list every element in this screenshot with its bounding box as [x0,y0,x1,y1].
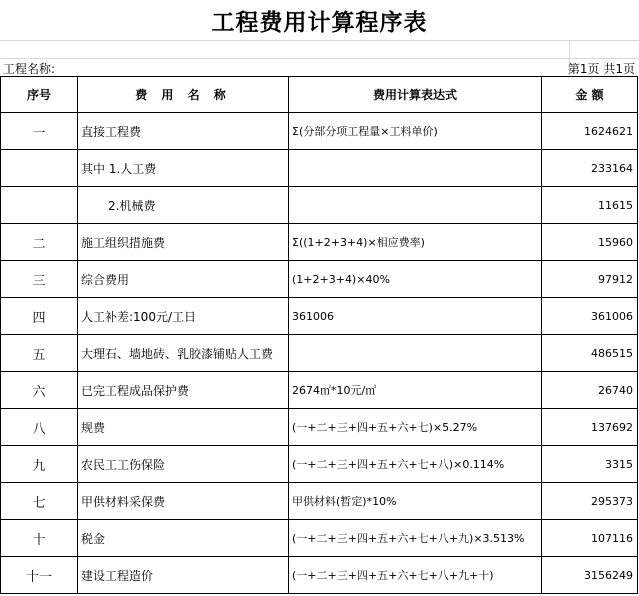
cost-table [0,76,638,594]
row-expr: 甲供材料(暂定)*10% [289,483,542,520]
row-amount: 295373 [542,483,638,520]
row-no: 五 [1,335,78,372]
row-expr: 361006 [289,298,542,335]
row-expr [289,335,542,372]
header-name: 费 用 名 称 [78,77,289,113]
row-expr: (一+二+三+四+五+六+七)×5.27% [289,409,542,446]
row-no: 十一 [1,557,78,594]
row-amount: 137692 [542,409,638,446]
header-row [1,77,638,113]
table-row [1,113,638,150]
row-no [1,150,78,187]
row-amount: 97912 [542,261,638,298]
row-amount: 233164 [542,150,638,187]
row-amount: 26740 [542,372,638,409]
row-no: 二 [1,224,78,261]
grid-line [0,58,639,59]
grid-line [0,40,639,41]
page-info: 第1页 共1页 [567,62,635,76]
row-name: 已完工程成品保护费 [78,372,289,409]
row-expr: (一+二+三+四+五+六+七+八+九)×3.513% [289,520,542,557]
table-row [1,150,638,187]
row-name: 直接工程费 [78,113,289,150]
header-no: 序号 [1,77,78,113]
row-name: 甲供材料采保费 [78,483,289,520]
table-row [1,483,638,520]
row-expr [289,150,542,187]
table-row [1,335,638,372]
row-name: 规费 [78,409,289,446]
row-no: 九 [1,446,78,483]
row-name: 其中 1.人工费 [78,150,289,187]
row-amount: 11615 [542,187,638,224]
row-no: 一 [1,113,78,150]
row-name: 农民工工伤保险 [78,446,289,483]
header-amount: 金 额 [542,77,638,113]
row-name: 2.机械费 [78,187,289,224]
table-row [1,224,638,261]
row-amount: 486515 [542,335,638,372]
row-amount: 1624621 [542,113,638,150]
row-expr: (一+二+三+四+五+六+七+八+九+十) [289,557,542,594]
row-amount: 15960 [542,224,638,261]
header-expr: 费用计算表达式 [289,77,542,113]
row-expr: Σ((1+2+3+4)×相应费率) [289,224,542,261]
row-no: 十 [1,520,78,557]
table-row [1,261,638,298]
table-row [1,557,638,594]
row-name: 施工组织措施费 [78,224,289,261]
project-name-label: 工程名称: [3,62,56,76]
row-no: 四 [1,298,78,335]
row-name: 建设工程造价 [78,557,289,594]
row-no [1,187,78,224]
page-title: 工程费用计算程序表 [211,8,428,36]
row-no: 八 [1,409,78,446]
row-expr: 2674㎡*10元/㎡ [289,372,542,409]
table-row [1,409,638,446]
row-amount: 107116 [542,520,638,557]
row-expr [289,187,542,224]
table-row [1,520,638,557]
row-name: 综合费用 [78,261,289,298]
table-row [1,187,638,224]
row-name: 税金 [78,520,289,557]
table-row [1,372,638,409]
row-amount: 361006 [542,298,638,335]
row-name: 大理石、墙地砖、乳胶漆铺贴人工费 [78,335,289,372]
row-amount: 3156249 [542,557,638,594]
row-expr: (1+2+3+4)×40% [289,261,542,298]
table-row [1,446,638,483]
row-no: 三 [1,261,78,298]
table-row [1,298,638,335]
row-no: 六 [1,372,78,409]
row-expr: Σ(分部分项工程量×工料单价) [289,113,542,150]
row-amount: 3315 [542,446,638,483]
row-name: 人工补差:100元/工日 [78,298,289,335]
row-expr: (一+二+三+四+五+六+七+八)×0.114% [289,446,542,483]
row-no: 七 [1,483,78,520]
